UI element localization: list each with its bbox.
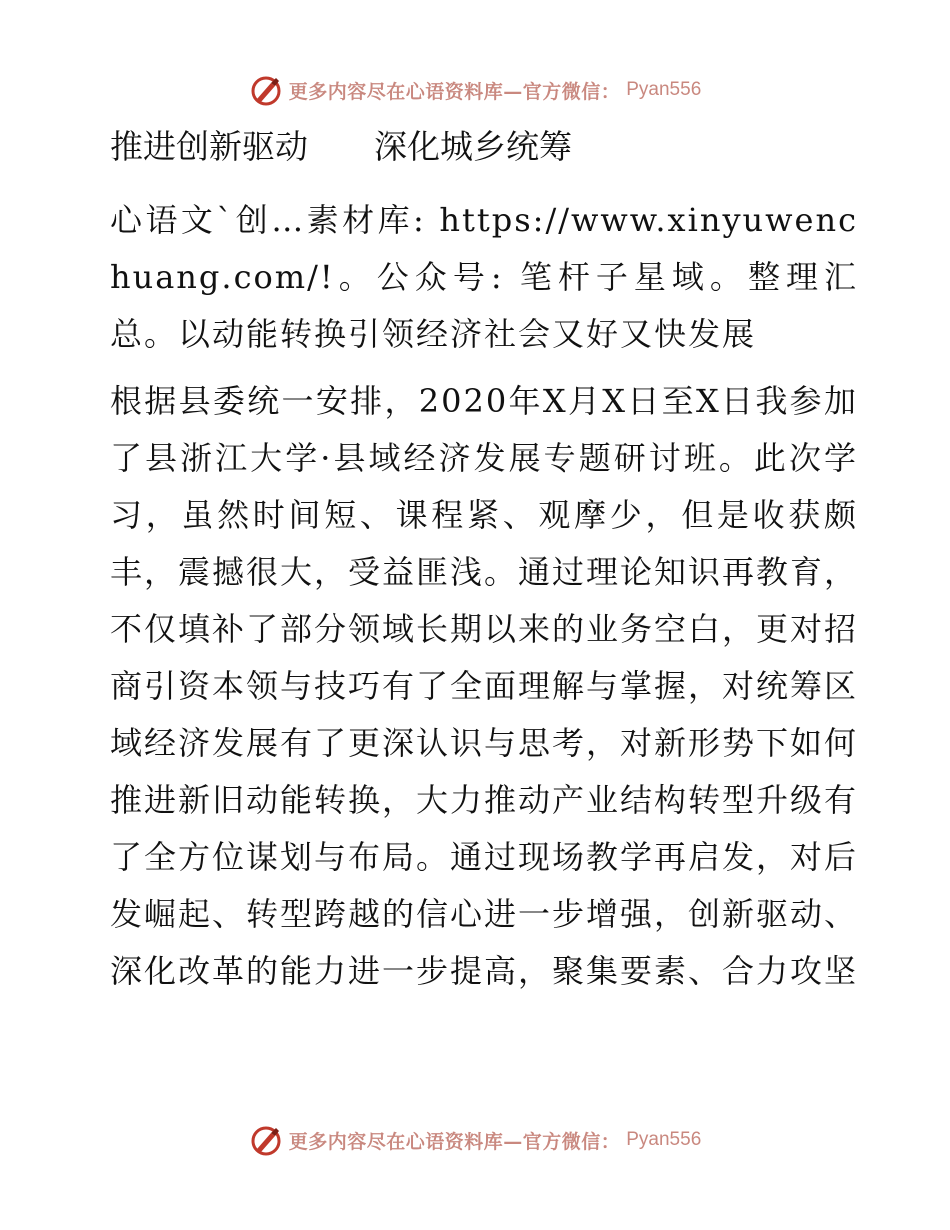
- watermark-slogan: 更多内容尽在心语资料库—官方微信：: [288, 1130, 621, 1153]
- source-paragraph: 心语文`创…素材库: https://www.xinyuwenchuang.com/!。公众号: 笔杆子星域。整理汇总。以动能转换引领经济社会又好又快发展: [110, 201, 858, 353]
- pen-logo-icon: [249, 1123, 283, 1157]
- document-title: 推进创新驱动 深化城乡统筹: [110, 127, 572, 166]
- pen-logo-icon: [249, 73, 283, 107]
- document-body: [98, 118, 858, 1000]
- watermark-slogan: 更多内容尽在心语资料库—官方微信：: [288, 80, 621, 103]
- footer-watermark: [0, 1120, 950, 1160]
- watermark-wechat-handle: Pyan556: [626, 1129, 702, 1150]
- watermark-wechat-handle: Pyan556: [626, 79, 702, 100]
- header-watermark: [0, 70, 950, 110]
- body-paragraph: 根据县委统一安排，2020年X月X日至X日我参加了县浙江大学·县域经济发展专题研讨班。此次学习，虽然时间短、课程紧、观摩少，但是收获颇丰，震撼很大，受益匪浅。通过理论知识再教育，不仅填补了部分领域长期以来的业务空白，更对招商引资本领与技巧有了全面理解与掌握，对统筹区域经济发展有了更深认识与思考，对新形势下如何推进新旧动能转换，大力推动产业结构转型升级有了全方位谋划与布局。通过现场教学再启发，对后发崛起、转型跨越的信心进一步增强，创新驱动、深化改革的能力进一步提高，聚集要素、合力攻坚: [110, 382, 859, 990]
